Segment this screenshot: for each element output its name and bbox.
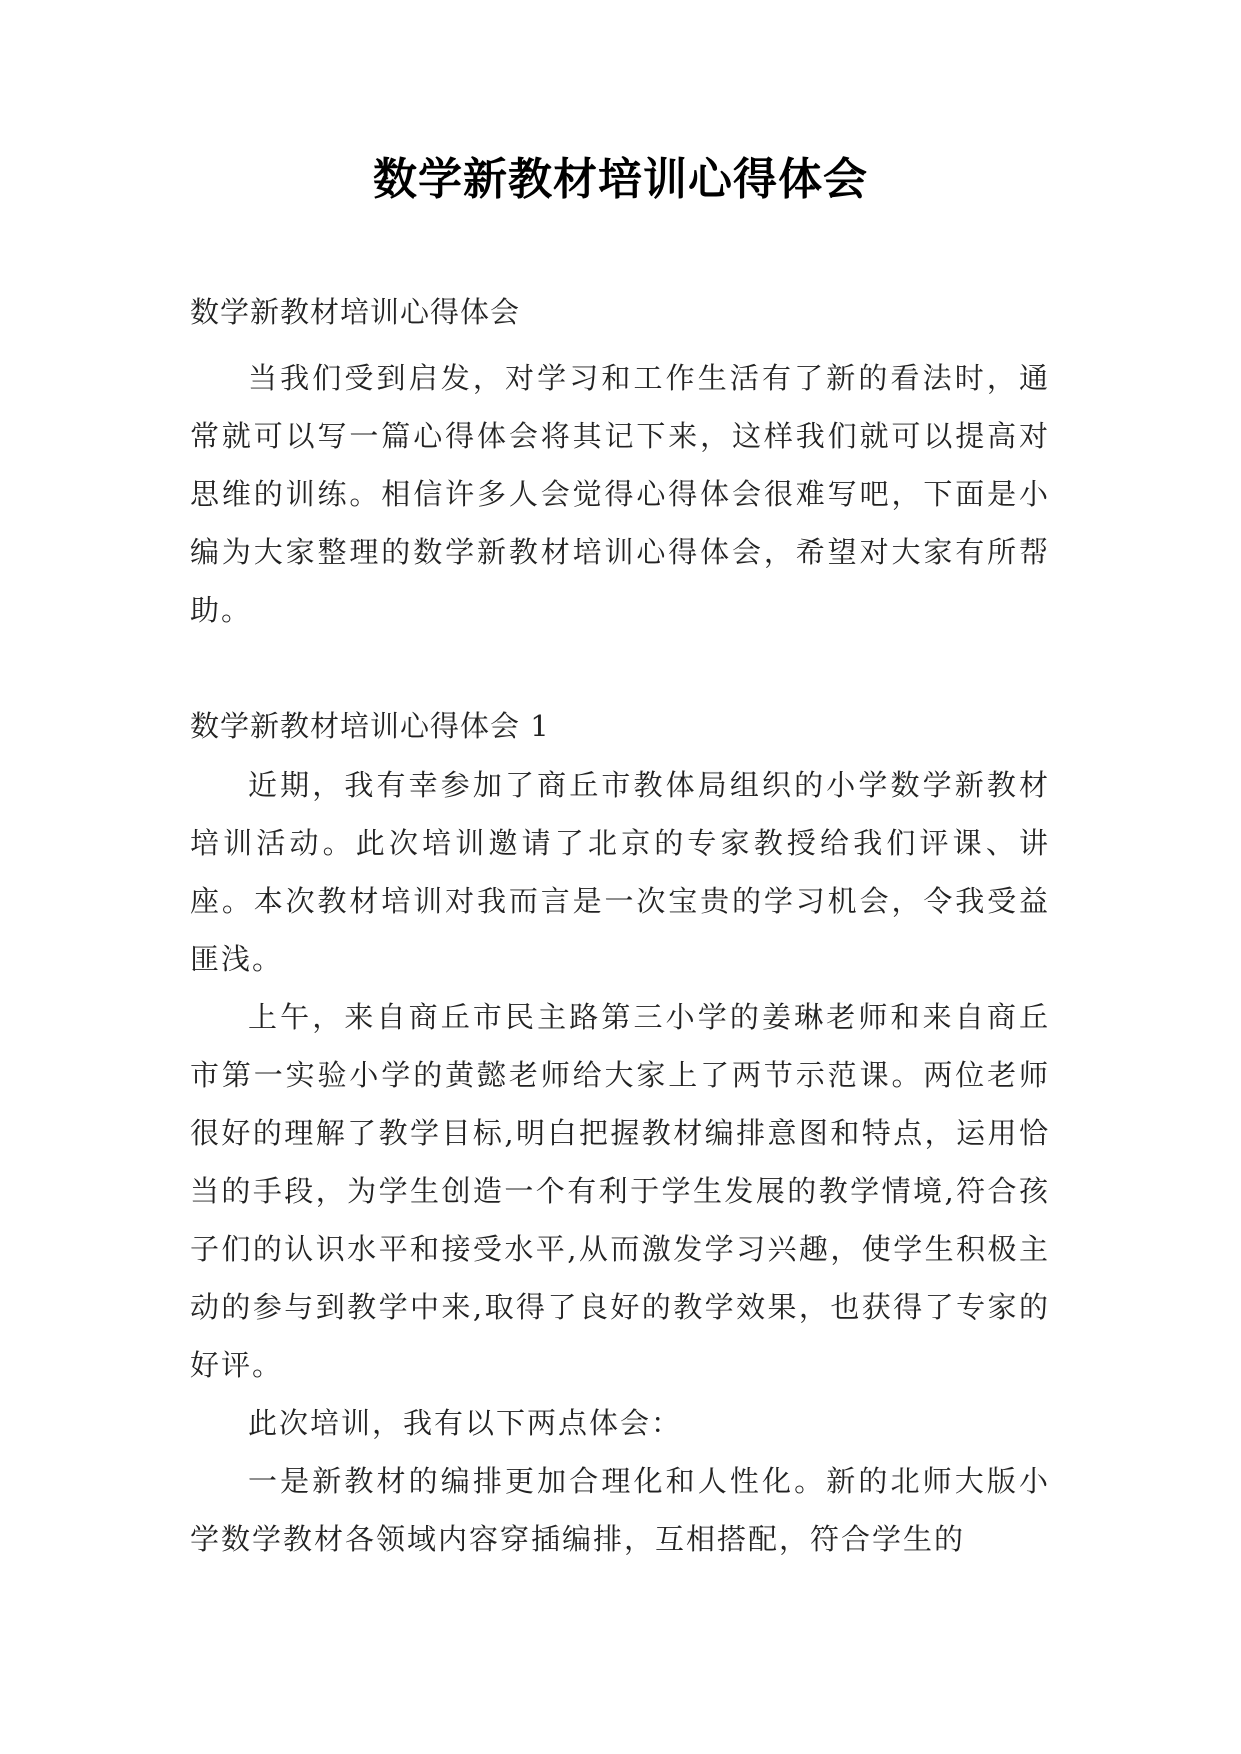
document-title: 数学新教材培训心得体会 [373,154,868,205]
body-paragraph: 一是新教材的编排更加合理化和人性化。新的北师大版小学数学教材各领域内容穿插编排，互相搭配，符合学生的 [190,1464,1050,1556]
body-paragraph: 此次培训，我有以下两点体会： [248,1406,683,1440]
document-subtitle: 数学新教材培训心得体会 [190,295,521,329]
intro-paragraph: 当我们受到启发，对学习和工作生活有了新的看法时，通常就可以写一篇心得体会将其记下来，这样我们就可以提高对思维的训练。相信许多人会觉得心得体会很难写吧，下面是小编为大家整理的数学新教材培训心得体会，希望对大家有所帮助。 [190,361,1050,627]
section-heading: 数学新教材培训心得体会 1 [190,709,550,743]
body-paragraph: 近期，我有幸参加了商丘市教体局组织的小学数学新教材培训活动。此次培训邀请了北京的专家教授给我们评课、讲座。本次教材培训对我而言是一次宝贵的学习机会，令我受益匪浅。 [190,768,1050,976]
body-paragraph: 上午，来自商丘市民主路第三小学的姜琳老师和来自商丘市第一实验小学的黄懿老师给大家上了两节示范课。两位老师很好的理解了教学目标,明白把握教材编排意图和特点，运用恰当的手段，为学生创造一个有利于学生发展的教学情境,符合孩子们的认识水平和接受水平,从而激发学习兴趣，使学生积极主动的参与到教学中来,取得了良好的教学效果，也获得了专家的好评。 [190,1000,1050,1382]
section-body [190,756,1050,1568]
intro-section [190,349,1050,639]
